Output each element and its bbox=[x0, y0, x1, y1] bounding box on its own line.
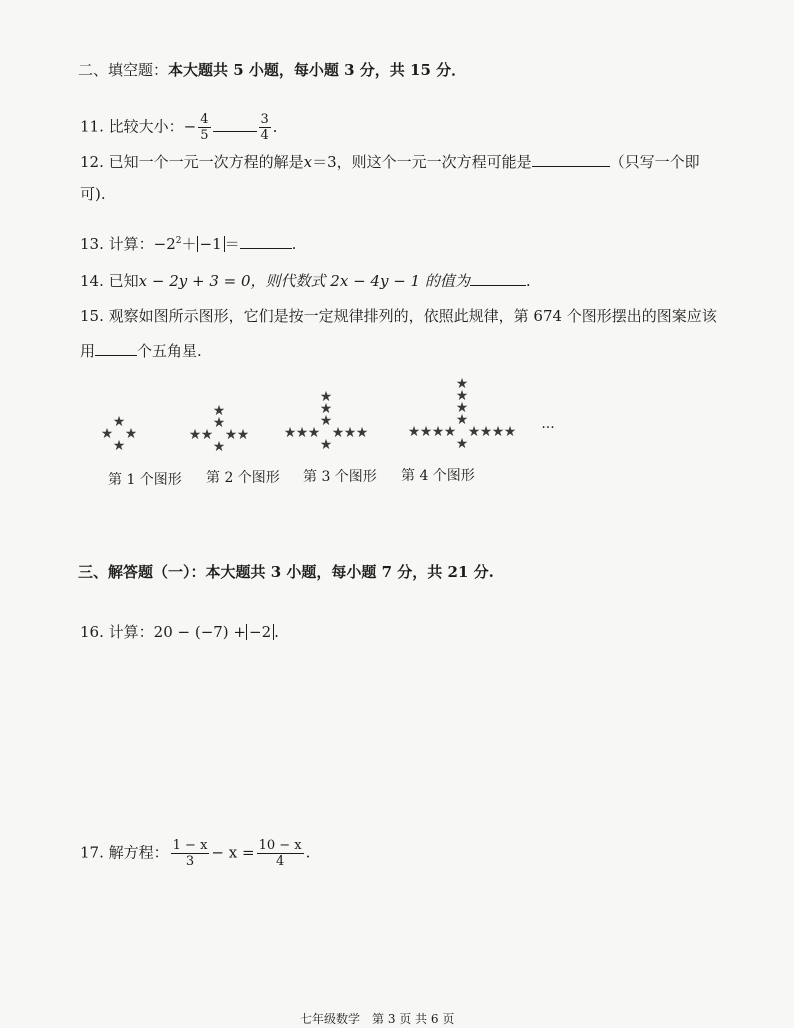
star-fig2-right-1: ★ bbox=[224, 427, 238, 443]
caption-figure-3: 第 3 个图形 bbox=[303, 469, 377, 485]
q15-cont-a: 用 bbox=[80, 342, 96, 360]
star-fig3-top-2: ★ bbox=[319, 401, 333, 417]
star-fig4-top-4: ★ bbox=[455, 376, 469, 392]
q13-absolute: −1 bbox=[197, 236, 225, 252]
q12-var: x bbox=[303, 153, 313, 171]
q15-text: 观察如图所示图形，它们是按一定规律排列的，依照此规律，第 674 个图形摆出的图案应该 bbox=[108, 307, 717, 325]
star-fig2-right-2: ★ bbox=[236, 427, 250, 443]
caption-figure-4: 第 4 个图形 bbox=[401, 468, 475, 484]
star-fig3-right-3: ★ bbox=[355, 425, 369, 441]
q17-fraction-2 bbox=[257, 838, 304, 869]
star-fig3-right-2: ★ bbox=[343, 425, 357, 441]
q11-frac1-denominator: 5 bbox=[200, 128, 209, 143]
q14-number: 14. bbox=[80, 272, 104, 290]
q11-sign: − bbox=[183, 117, 197, 136]
q12-tail: （只写一个即 bbox=[609, 153, 700, 171]
caption-figure-1: 第 1 个图形 bbox=[108, 472, 182, 488]
q17-frac2-numerator: 10 − x bbox=[258, 838, 302, 853]
q17-text: 解方程： bbox=[108, 843, 169, 862]
q14-end: . bbox=[525, 272, 531, 290]
star-fig3-left-1: ★ bbox=[307, 425, 321, 441]
star-fig4-right-1: ★ bbox=[467, 424, 481, 440]
star-fig3-left-3: ★ bbox=[283, 425, 297, 441]
q12-number: 12. bbox=[80, 153, 104, 171]
q17-fraction-1 bbox=[171, 838, 210, 869]
q11-frac1-numerator: 4 bbox=[200, 112, 209, 127]
question-16 bbox=[80, 622, 279, 642]
star-fig4-left-1: ★ bbox=[443, 424, 457, 440]
section2-desc: 本大题共 5 小题，每小题 3 分，共 15 分． bbox=[168, 61, 467, 79]
q11-text: 比较大小： bbox=[108, 117, 184, 136]
q13-expr-c: ＝ bbox=[224, 235, 240, 253]
star-fig3-top-3: ★ bbox=[319, 389, 333, 405]
star-fig4-top-2: ★ bbox=[455, 400, 469, 416]
q17-frac2-denominator: 4 bbox=[275, 854, 285, 869]
section2-title: 二、填空题： bbox=[78, 61, 169, 79]
star-fig4-right-3: ★ bbox=[491, 424, 505, 440]
section3-heading bbox=[78, 562, 494, 582]
question-17 bbox=[80, 838, 310, 869]
q15-cont-b: 个五角星. bbox=[137, 342, 202, 360]
q17-frac1-numerator: 1 − x bbox=[172, 838, 208, 853]
star-fig4-bottom: ★ bbox=[455, 436, 469, 452]
q13-expr-b: ＋ bbox=[181, 235, 197, 253]
star-fig1-left-1: ★ bbox=[100, 426, 114, 442]
caption-figure-2: 第 2 个图形 bbox=[206, 470, 280, 486]
q12-text: 已知一个一元一次方程的解是 bbox=[108, 153, 304, 171]
section3-desc: 本大题共 3 小题，每小题 7 分，共 21 分. bbox=[205, 563, 494, 581]
star-fig4-right-4: ★ bbox=[503, 424, 517, 440]
figure-ellipsis: ··· bbox=[541, 420, 555, 436]
q14-text: 已知 bbox=[108, 272, 139, 290]
q13-expr-a: −2 bbox=[153, 235, 176, 253]
q16-end: . bbox=[274, 623, 279, 641]
star-fig4-top-1: ★ bbox=[455, 412, 469, 428]
section3-title: 三、解答题（一）： bbox=[78, 563, 206, 581]
star-fig1-bottom: ★ bbox=[112, 438, 126, 454]
star-fig2-left-1: ★ bbox=[200, 427, 214, 443]
star-fig2-bottom: ★ bbox=[212, 439, 226, 455]
star-fig3-left-2: ★ bbox=[295, 425, 309, 441]
star-fig4-right-2: ★ bbox=[479, 424, 493, 440]
star-fig4-left-4: ★ bbox=[407, 424, 421, 440]
q13-end: . bbox=[291, 235, 297, 253]
q12-eq: ＝3，则这个一元一次方程可能是 bbox=[312, 153, 532, 171]
q13-exponent: 2 bbox=[175, 236, 182, 246]
q17-end: . bbox=[305, 843, 311, 862]
q16-text: 计算： bbox=[108, 623, 154, 641]
star-fig3-top-1: ★ bbox=[319, 413, 333, 429]
star-fig1-right-1: ★ bbox=[124, 426, 138, 442]
q16-absolute: −2 bbox=[246, 624, 274, 640]
page-footer: 七年级数学 第 3 页 共 6 页 bbox=[300, 1012, 455, 1026]
q14-expr: x − 2y + 3 = 0，则代数式 2x − 4y − 1 的值为 bbox=[138, 272, 470, 290]
star-fig3-bottom: ★ bbox=[319, 437, 333, 453]
star-fig2-top-1: ★ bbox=[212, 415, 226, 431]
star-fig4-left-2: ★ bbox=[431, 424, 445, 440]
star-fig2-top-2: ★ bbox=[212, 403, 226, 419]
q17-mid: − x = bbox=[211, 843, 255, 862]
star-fig4-left-3: ★ bbox=[419, 424, 433, 440]
star-fig1-top-1: ★ bbox=[112, 414, 126, 430]
q11-end: ． bbox=[272, 117, 288, 136]
q17-number: 17. bbox=[80, 843, 104, 862]
q12-cont: 可). bbox=[80, 185, 106, 203]
q13-text: 计算： bbox=[108, 235, 154, 253]
q11-number: 11. bbox=[80, 117, 104, 136]
q11-frac2-numerator: 3 bbox=[260, 112, 269, 127]
q11-frac2-denominator: 4 bbox=[260, 128, 269, 143]
q16-expr: 20 − (−7) + bbox=[153, 623, 246, 641]
star-fig2-left-2: ★ bbox=[188, 427, 202, 443]
q15-number: 15. bbox=[80, 307, 104, 325]
q17-frac1-denominator: 3 bbox=[185, 854, 195, 869]
star-fig4-top-3: ★ bbox=[455, 388, 469, 404]
q13-number: 13. bbox=[80, 235, 104, 253]
q16-number: 16. bbox=[80, 623, 104, 641]
star-fig3-right-1: ★ bbox=[331, 425, 345, 441]
